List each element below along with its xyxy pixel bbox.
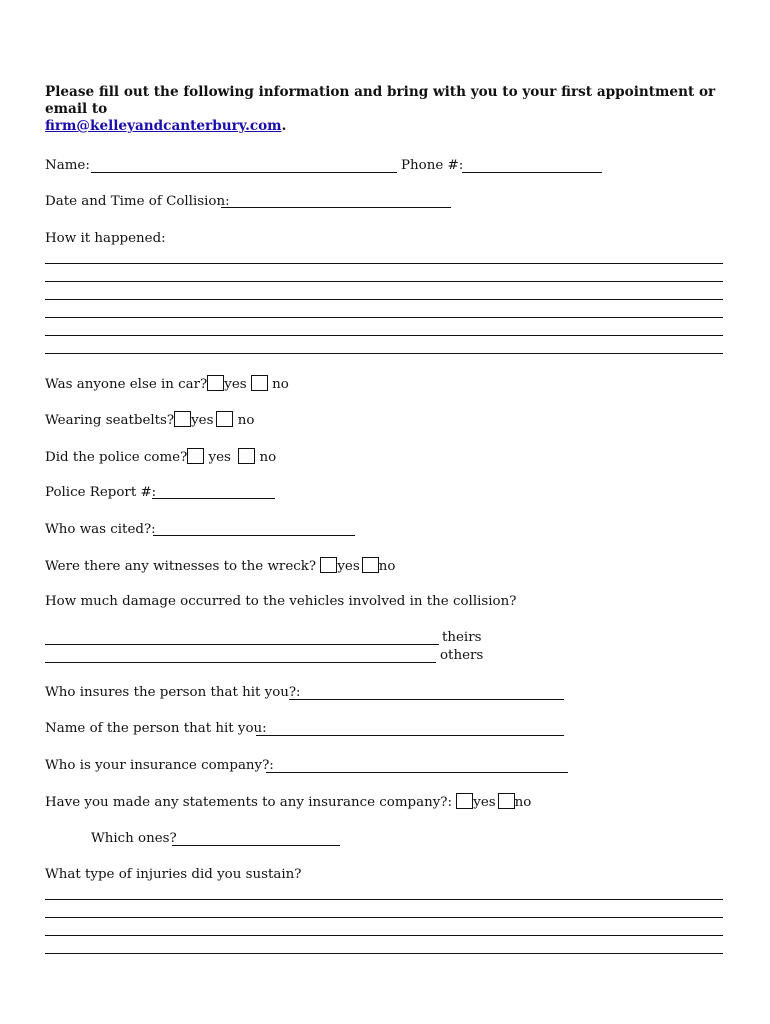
date-time-label: Date and Time of Collision:: [45, 194, 230, 209]
yes-label: yes: [224, 377, 247, 392]
anyone-else-row: [45, 375, 289, 394]
how-happened-line-1[interactable]: [45, 263, 723, 264]
your-insurance-field[interactable]: [266, 772, 568, 773]
seatbelts-no-checkbox[interactable]: [216, 411, 233, 427]
others-label: others: [440, 648, 484, 663]
date-time-field[interactable]: [221, 207, 451, 208]
no-label: no: [378, 559, 396, 574]
no-label: no: [237, 413, 255, 428]
damage-theirs-field[interactable]: [45, 644, 439, 645]
anyone-else-no-checkbox[interactable]: [251, 375, 268, 391]
injuries-line-4[interactable]: [45, 953, 723, 954]
statements-yes-checkbox[interactable]: [456, 793, 473, 809]
police-row: [45, 448, 276, 467]
no-label: no: [259, 450, 277, 465]
yes-label: yes: [208, 450, 231, 465]
insurer-field[interactable]: [289, 699, 564, 700]
police-report-label: Police Report #:: [45, 485, 157, 500]
statements-row: [45, 793, 531, 812]
no-label: no: [514, 795, 532, 810]
theirs-label: theirs: [442, 630, 482, 645]
no-label: no: [272, 377, 289, 392]
yes-label: yes: [337, 559, 360, 574]
yes-label: yes: [473, 795, 496, 810]
police-no-checkbox[interactable]: [238, 448, 255, 464]
injuries-line-1[interactable]: [45, 899, 723, 900]
injuries-line-2[interactable]: [45, 917, 723, 918]
police-label: Did the police come?: [45, 450, 188, 465]
cited-field[interactable]: [153, 535, 355, 536]
police-yes-checkbox[interactable]: [187, 448, 204, 464]
injuries-label: What type of injuries did you sustain?: [45, 867, 302, 882]
witnesses-label: Were there any witnesses to the wreck?: [45, 559, 317, 574]
cited-label: Who was cited?:: [45, 522, 156, 537]
anyone-else-label: Was anyone else in car?: [45, 377, 208, 392]
name-hit-field[interactable]: [256, 735, 564, 736]
insurer-label: Who insures the person that hit you?:: [45, 685, 301, 700]
which-ones-label: Which ones?: [91, 831, 177, 846]
email-link[interactable]: firm@kelleyandcanterbury.com: [45, 118, 282, 134]
your-insurance-label: Who is your insurance company?:: [45, 758, 274, 773]
intro-instructions: Please fill out the following information and bring with you to your first appointment or email to: [45, 84, 716, 117]
damage-others-field[interactable]: [45, 662, 436, 663]
witnesses-row: [45, 557, 395, 576]
injuries-line-3[interactable]: [45, 935, 723, 936]
damage-label: How much damage occurred to the vehicles involved in the collision?: [45, 594, 517, 609]
how-happened-line-3[interactable]: [45, 299, 723, 300]
name-hit-label: Name of the person that hit you:: [45, 721, 267, 736]
phone-label: Phone #:: [401, 158, 464, 173]
anyone-else-yes-checkbox[interactable]: [207, 375, 224, 391]
name-field[interactable]: [91, 172, 397, 173]
seatbelts-yes-checkbox[interactable]: [174, 411, 191, 427]
statements-label: Have you made any statements to any insurance company?:: [45, 795, 452, 810]
statements-no-checkbox[interactable]: [498, 793, 515, 809]
how-happened-line-2[interactable]: [45, 281, 723, 282]
intro-period: .: [281, 118, 287, 134]
how-happened-label: How it happened:: [45, 231, 166, 246]
how-happened-line-4[interactable]: [45, 317, 723, 318]
which-ones-field[interactable]: [172, 845, 340, 846]
witnesses-no-checkbox[interactable]: [362, 557, 379, 573]
intro-text: [45, 84, 735, 135]
yes-label: yes: [191, 413, 214, 428]
how-happened-line-6[interactable]: [45, 353, 723, 354]
police-report-field[interactable]: [152, 498, 275, 499]
seatbelts-row: [45, 411, 254, 430]
how-happened-line-5[interactable]: [45, 335, 723, 336]
phone-field[interactable]: [462, 172, 602, 173]
seatbelts-label: Wearing seatbelts?: [45, 413, 175, 428]
name-label: Name:: [45, 158, 90, 173]
witnesses-yes-checkbox[interactable]: [320, 557, 337, 573]
